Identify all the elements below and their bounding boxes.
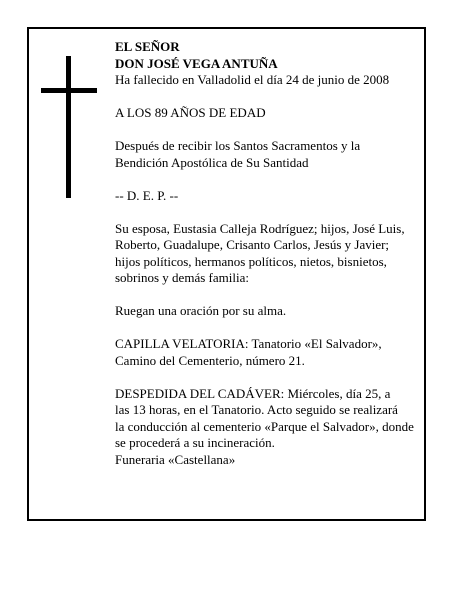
spacer (115, 204, 435, 221)
family-line: Roberto, Guadalupe, Crisanto Carlos, Jesús y Javier; (115, 237, 390, 252)
sacraments-line: Después de recibir los Santos Sacramentos y la (115, 138, 361, 153)
age-line: A LOS 89 AÑOS DE EDAD (115, 105, 266, 120)
sacraments-line: Bendición Apostólica de Su Santidad (115, 154, 309, 170)
deceased-name: DON JOSÉ VEGA ANTUÑA (115, 55, 278, 71)
cross-vertical-bar (66, 56, 71, 198)
spacer (115, 89, 435, 106)
death-announcement: Ha fallecido en Valladolid el día 24 de junio de 2008 (115, 72, 390, 87)
prayer-line: Ruegan una oración por su alma. (115, 303, 287, 318)
family-line: sobrinos y demás familia: (115, 270, 249, 285)
farewell-line: DESPEDIDA DEL CADÁVER: Miércoles, día 25, a (115, 385, 391, 401)
spacer (115, 369, 435, 386)
cross-horizontal-bar (41, 88, 97, 93)
family-line: hijos políticos, hermanos políticos, nietos, bisnietos, (115, 253, 387, 269)
chapel-line: CAPILLA VELATORIA: Tanatorio «El Salvador», (115, 336, 382, 351)
spacer (115, 287, 435, 304)
farewell-line: las 13 horas, en el Tanatorio. Acto seguido se realizará (115, 402, 398, 417)
deceased-title: EL SEÑOR (115, 39, 180, 54)
farewell-line: se procederá a su incineración. (115, 435, 275, 450)
farewell-line: la conducción al cementerio «Parque el Salvador», donde (115, 418, 414, 434)
spacer (115, 171, 435, 188)
funeral-home-line: Funeraria «Castellana» (115, 451, 236, 467)
family-line: Su esposa, Eustasia Calleja Rodríguez; hijos, José Luis, (115, 220, 405, 236)
spacer (115, 320, 435, 337)
rip-line: -- D. E. P. -- (115, 187, 179, 203)
obituary-text (115, 39, 435, 468)
spacer (115, 122, 435, 139)
chapel-line: Camino del Cementerio, número 21. (115, 352, 305, 368)
